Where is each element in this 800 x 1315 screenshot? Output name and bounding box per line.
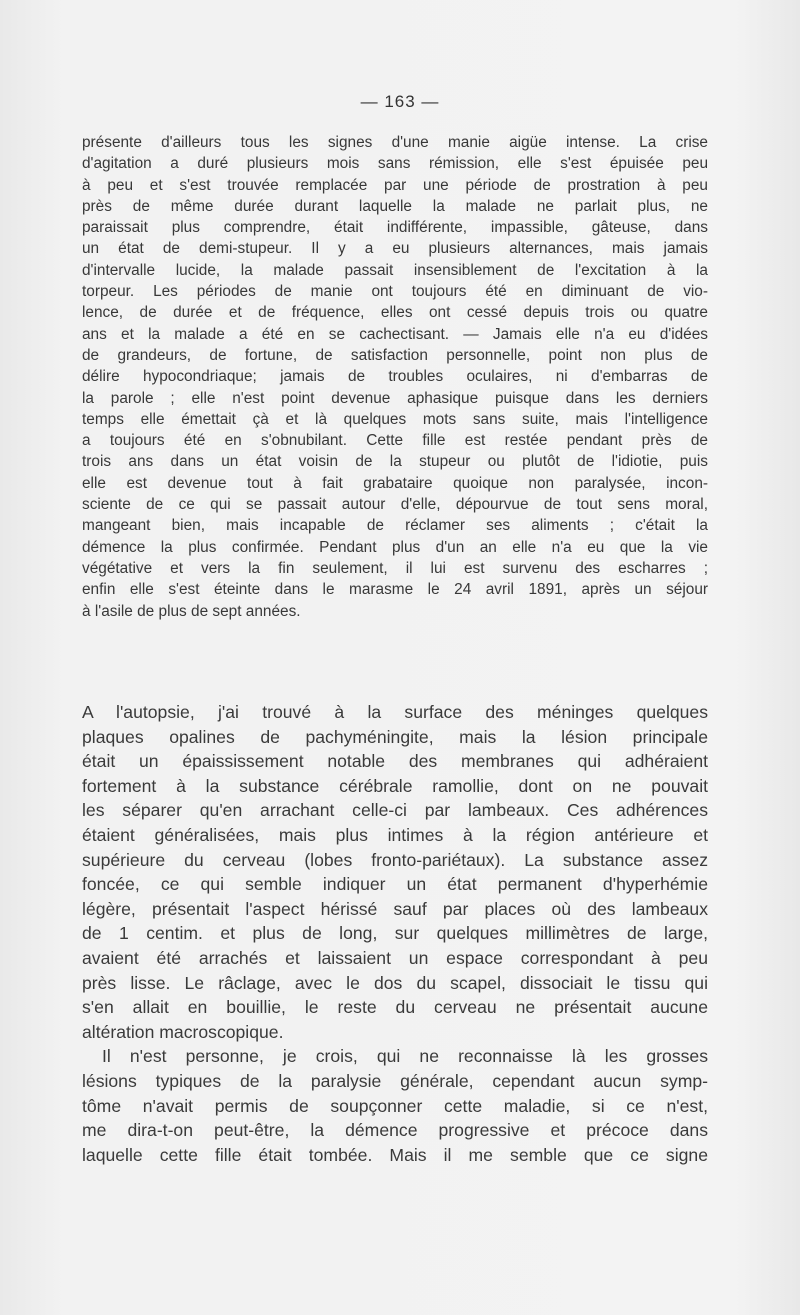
text-line: démence la plus confirmée. Pendant plus d'un an elle n'a eu que la vie — [82, 538, 708, 556]
text-line: d'intervalle lucide, la malade passait insensiblement de l'excitation à la — [82, 261, 708, 279]
page-number: — 163 — — [360, 92, 440, 111]
text-line: près lisse. Le râclage, avec le dos du scapel, dissociait le tissu qui — [82, 972, 708, 993]
text-line: de grandeurs, de fortune, de satisfaction personnelle, point non plus de — [82, 346, 708, 364]
text-line: A l'autopsie, j'ai trouvé à la surface des méninges quelques — [82, 702, 708, 722]
text-line: paraissait plus comprendre, était indifférente, impassible, gâteuse, dans — [82, 219, 708, 237]
text-line: laquelle cette fille était tombée. Mais il me semble que ce signe — [82, 1144, 708, 1165]
text-line: foncée, ce qui semble indiquer un état permanent d'hyperhémie — [82, 874, 708, 895]
autopsy-section — [82, 700, 708, 1167]
text-line: supérieure du cerveau (lobes fronto-pariétaux). La substance assez — [82, 849, 708, 870]
text-line: de 1 centim. et plus de long, sur quelques millimètres de large, — [82, 923, 708, 944]
text-line: à l'asile de plus de sept années. — [82, 602, 301, 620]
text-line: lésions typiques de la paralysie générale, cependant aucun symp- — [82, 1070, 708, 1091]
text-line: légère, présentait l'aspect hérissé sauf par places où des lambeaux — [82, 898, 708, 919]
text-line: enfin elle s'est éteinte dans le marasme le 24 avril 1891, après un séjour — [82, 581, 708, 599]
text-line: un état de demi-stupeur. Il y a eu plusieurs alternances, mais jamais — [82, 240, 708, 258]
text-line: altération macroscopique. — [82, 1021, 284, 1042]
text-line: torpeur. Les périodes de manie ont toujours été en diminuant de vio- — [82, 283, 708, 301]
text-line: a toujours été en s'obnubilant. Cette fille est restée pendant près de — [82, 432, 708, 450]
autopsy-paragraph — [82, 700, 708, 1044]
text-line: près de même durée durant laquelle la malade ne parlait plus, ne — [82, 197, 708, 215]
text-line: s'en allait en bouillie, le reste du cerveau ne présentait aucune — [82, 997, 708, 1018]
text-line: me dira-t-on peut-être, la démence progressive et précoce dans — [82, 1120, 708, 1141]
text-line: sciente de ce qui se passait autour d'elle, dépourvue de tout sens moral, — [82, 496, 708, 514]
text-line: Il n'est personne, je crois, qui ne reconnaisse là les grosses — [102, 1046, 708, 1067]
text-line: étaient généralisées, mais plus intimes à la région antérieure et — [82, 824, 708, 845]
discussion-paragraph — [82, 1044, 708, 1167]
text-line: trois ans dans un état voisin de la stupeur ou plutôt de l'idiotie, puis — [82, 453, 708, 471]
text-line: la parole ; elle n'est point devenue aphasique puisque dans les derniers — [82, 389, 708, 407]
text-line: lence, de durée et de fréquence, elles ont cessé depuis trois ou quatre — [82, 304, 708, 322]
text-line: ans et la malade a été en se cachectisant. — Jamais elle n'a eu d'idées — [82, 325, 708, 343]
text-line: elle est devenue tout à fait grabataire quoique non paralysée, incon- — [82, 474, 708, 492]
text-line: avaient été arrachés et laissaient un espace correspondant à peu — [82, 947, 708, 968]
text-line: d'agitation a duré plusieurs mois sans rémission, elle s'est épuisée peu — [82, 155, 708, 173]
text-line: était un épaississement notable des membranes qui adhéraient — [82, 751, 708, 772]
case-history-paragraph — [82, 132, 708, 622]
text-line: temps elle émettait çà et là quelques mots sans suite, mais l'intelligence — [82, 410, 708, 428]
text-line: végétative et vers la fin seulement, il lui est survenu des escharres ; — [82, 559, 708, 577]
text-line: à peu et s'est trouvée remplacée par une période de prostration à peu — [82, 176, 708, 194]
text-line: tôme n'avait permis de soupçonner cette maladie, si ce n'est, — [82, 1095, 708, 1116]
text-line: présente d'ailleurs tous les signes d'une manie aigüe intense. La crise — [82, 134, 708, 151]
text-line: plaques opalines de pachyméningite, mais la lésion principale — [82, 726, 708, 747]
text-line: les séparer qu'en arrachant celle-ci par lambeaux. Ces adhérences — [82, 800, 708, 821]
text-line: délire hypocondriaque; jamais de troubles oculaires, ni d'embarras de — [82, 368, 708, 386]
text-line: mangeant bien, mais incapable de réclamer ses aliments ; c'était la — [82, 517, 708, 535]
text-line: fortement à la substance cérébrale ramollie, dont on ne pouvait — [82, 775, 708, 796]
